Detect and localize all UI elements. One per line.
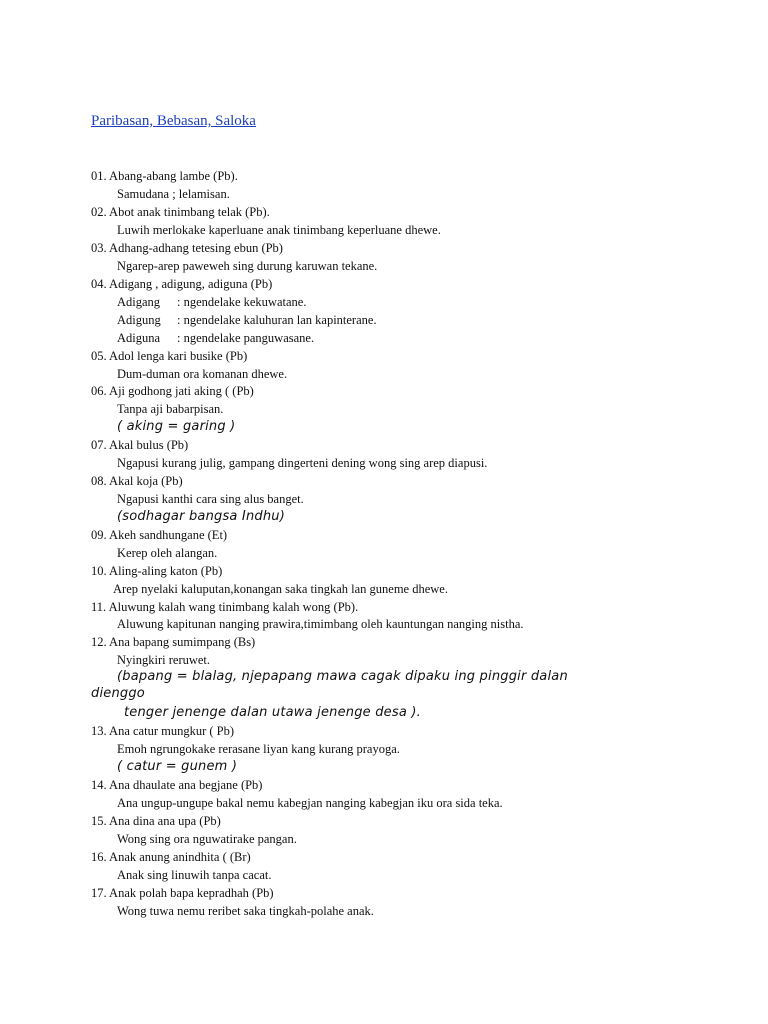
entry-meaning: Dum-duman ora komanan dhewe. xyxy=(117,367,288,381)
document-title[interactable]: Paribasan, Bebasan, Saloka xyxy=(91,113,256,129)
entry-meaning: Arep nyelaki kaluputan,konangan saka tingkah lan guneme dhewe. xyxy=(113,582,448,596)
entry-meaning: Ngapusi kurang julig, gampang dingerteni dening wong sing arep diapusi. xyxy=(117,456,488,470)
entry-heading: 14. Ana dhaulate ana begjane (Pb) xyxy=(91,778,263,792)
term-definition: : ngendelake kaluhuran lan kapinterane. xyxy=(177,313,377,327)
entry-meaning: Nyingkiri reruwet. xyxy=(117,653,211,667)
term-label: Adigang xyxy=(117,295,161,309)
entry-meaning: Ngarep-arep paweweh sing durung karuwan tekane. xyxy=(117,259,378,273)
entry-meaning: Wong tuwa nemu reribet saka tingkah-polahe anak. xyxy=(117,904,374,918)
entry-heading: 01. Abang-abang lambe (Pb). xyxy=(91,169,238,183)
entry-heading: 06. Aji godhong jati aking ( (Pb) xyxy=(91,384,254,398)
entry-heading: 16. Anak anung anindhita ( (Br) xyxy=(91,850,251,864)
entry-heading: 12. Ana bapang sumimpang (Bs) xyxy=(91,635,256,649)
term-definition: : ngendelake kekuwatane. xyxy=(177,295,307,309)
entry-heading: 11. Aluwung kalah wang tinimbang kalah wong (Pb). xyxy=(91,600,359,614)
entry-heading: 02. Abot anak tinimbang telak (Pb). xyxy=(91,205,270,219)
entry-meaning: Samudana ; lelamisan. xyxy=(117,187,230,201)
entry-meaning: Wong sing ora nguwatirake pangan. xyxy=(117,832,297,846)
entry-heading: 15. Ana dina ana upa (Pb) xyxy=(91,814,221,828)
entry-note: ( catur = gunem ) xyxy=(117,759,238,774)
entry-heading: 09. Akeh sandhungane (Et) xyxy=(91,528,228,542)
term-label: Adigung xyxy=(117,313,161,327)
entry-meaning: Emoh ngrungokake rerasane liyan kang kurang prayoga. xyxy=(117,742,400,756)
entry-note: (bapang = blalag, njepapang mawa cagak dipaku ing pinggir dalan xyxy=(117,669,568,684)
entry-meaning: Anak sing linuwih tanpa cacat. xyxy=(117,868,272,882)
entry-meaning xyxy=(117,294,306,310)
term-label: Adiguna xyxy=(117,331,161,345)
entry-meaning: Luwih merlokake kaperluane anak tinimbang keperluane dhewe. xyxy=(117,223,441,237)
entry-heading: 17. Anak polah bapa kepradhah (Pb) xyxy=(91,886,274,900)
entry-note: tenger jenenge dalan utawa jenenge desa ). xyxy=(124,705,421,720)
term-definition: : ngendelake panguwasane. xyxy=(177,331,315,345)
entry-meaning: Ngapusi kanthi cara sing alus banget. xyxy=(117,492,304,506)
entry-meaning: Tanpa aji babarpisan. xyxy=(117,402,224,416)
entry-note: dienggo xyxy=(91,686,145,701)
entry-heading: 07. Akal bulus (Pb) xyxy=(91,438,189,452)
entry-meaning xyxy=(117,312,377,328)
entry-note: ( aking = garing ) xyxy=(117,419,236,434)
entry-heading: 13. Ana catur mungkur ( Pb) xyxy=(91,724,235,738)
entry-heading: 05. Adol lenga kari busike (Pb) xyxy=(91,349,248,363)
entry-heading: 03. Adhang-adhang tetesing ebun (Pb) xyxy=(91,241,283,255)
entry-note: (sodhagar bangsa Indhu) xyxy=(117,509,286,524)
entry-heading: 04. Adigang , adigung, adiguna (Pb) xyxy=(91,277,273,291)
entry-meaning: Aluwung kapitunan nanging prawira,timimbang oleh kauntungan nanging nistha. xyxy=(117,617,524,631)
entry-meaning xyxy=(117,330,314,346)
entry-meaning: Kerep oleh alangan. xyxy=(117,546,218,560)
entry-heading: 08. Akal koja (Pb) xyxy=(91,474,183,488)
entry-heading: 10. Aling-aling katon (Pb) xyxy=(91,564,223,578)
entry-meaning: Ana ungup-ungupe bakal nemu kabegjan nanging kabegjan iku ora sida teka. xyxy=(117,796,503,810)
